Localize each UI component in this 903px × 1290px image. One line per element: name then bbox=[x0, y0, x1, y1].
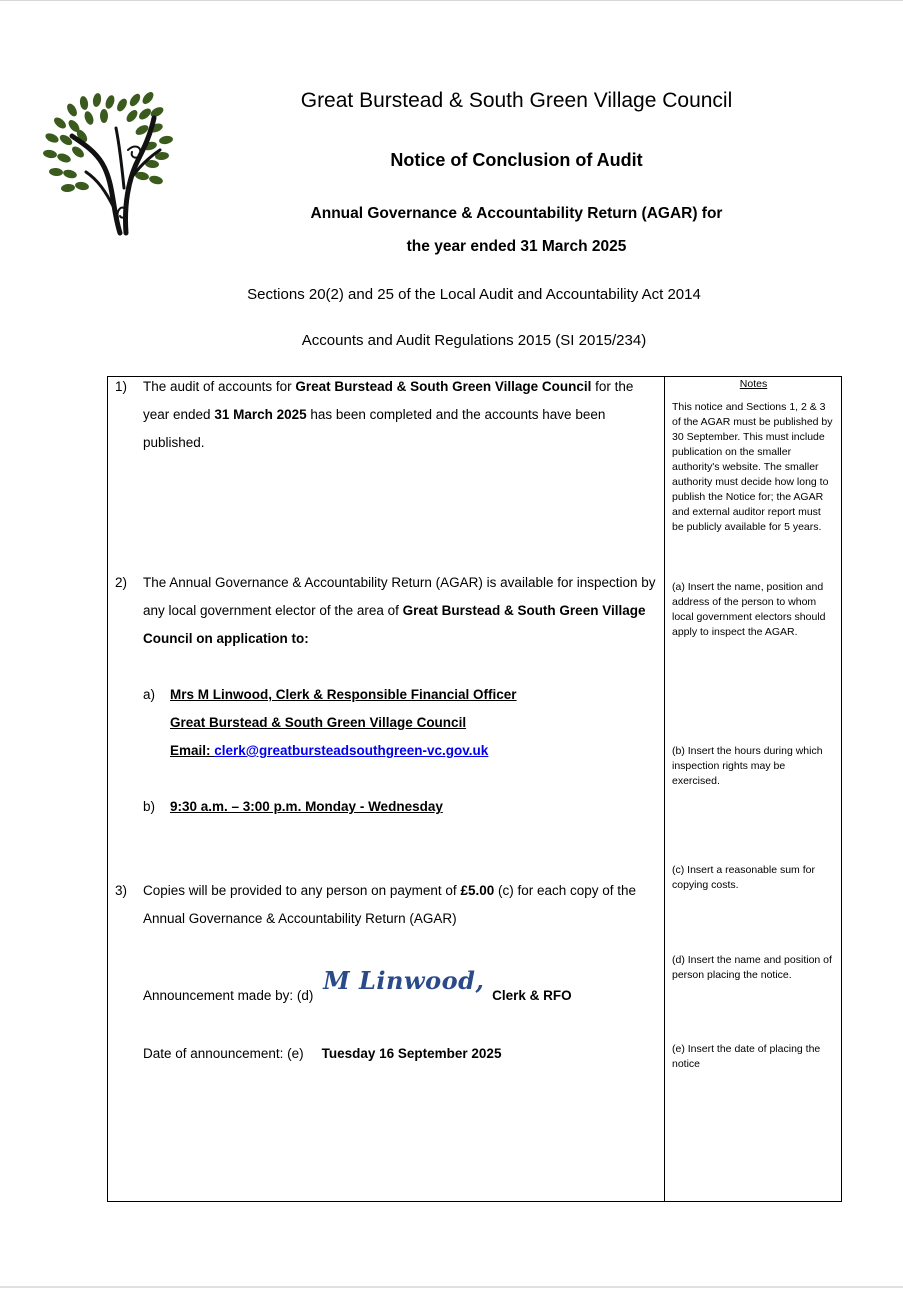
note-d: (d) Insert the name and position of person placing the notice. bbox=[672, 954, 832, 981]
section-3-text: Copies will be provided to any person on payment of £5.00 (c) for each copy of the Annual Governance & Accountability Return (AGAR) bbox=[143, 883, 637, 926]
page-bottom-edge bbox=[0, 1286, 903, 1288]
section-1-council-name: Great Burstead & South Green Village Council bbox=[295, 379, 592, 394]
notes-column-divider bbox=[664, 376, 665, 1202]
section-1-text: The audit of accounts for Great Burstead & South Green Village Council for the year ended 31 March 2025 has been completed and the accounts have been published. bbox=[143, 379, 634, 450]
notes-heading: Notes bbox=[739, 378, 768, 390]
clerk-email-link[interactable]: clerk@greatbursteadsouthgreen-vc.gov.uk bbox=[214, 743, 489, 758]
act-reference-line: Sections 20(2) and 25 of the Local Audit and Accountability Act 2014 bbox=[247, 286, 701, 303]
section-1-year-end: 31 March 2025 bbox=[214, 407, 307, 422]
item-a-label: a) bbox=[143, 687, 156, 702]
page-top-edge bbox=[0, 0, 903, 1]
announcement-date: Tuesday 16 September 2025 bbox=[321, 1046, 502, 1061]
note-a: (a) Insert the name, position and address of the person to whom local government electors should apply to inspect the AGAR. bbox=[672, 581, 826, 638]
section-2-council-name: Great Burstead & South Green Village Council on application to: bbox=[143, 603, 646, 646]
signatory-role: Clerk & RFO bbox=[492, 988, 572, 1003]
note-c: (c) Insert a reasonable sum for copying costs. bbox=[672, 864, 815, 891]
agar-title-line-1: Annual Governance & Accountability Return (AGAR) for bbox=[310, 205, 723, 222]
note-publication: This notice and Sections 1, 2 & 3 of the AGAR must be published by 30 September. This must include publication on the smaller authority's website. The smaller authority must decide how long to publish the Notice for; the AGAR and external auditor report must be publicly available for 5 years. bbox=[672, 401, 833, 533]
note-e: (e) Insert the date of placing the notice bbox=[672, 1043, 821, 1070]
section-1-number: 1) bbox=[115, 379, 128, 394]
copy-fee: £5.00 bbox=[460, 883, 495, 898]
council-name-heading: Great Burstead & South Green Village Council bbox=[300, 89, 733, 112]
contact-council-line: Great Burstead & South Green Village Council bbox=[170, 715, 467, 730]
announcement-made-by: Announcement made by: (d) M Linwood, Clerk & RFO bbox=[143, 966, 572, 1003]
contact-name-line: Mrs M Linwood, Clerk & Responsible Financial Officer bbox=[170, 687, 517, 702]
contact-email-line: Email: clerk@greatbursteadsouthgreen-vc.gov.uk bbox=[170, 743, 489, 758]
section-2-text: The Annual Governance & Accountability Return (AGAR) is available for inspection by any local government elector of the area of Great Burstead & South Green Village Council on application to: bbox=[143, 575, 656, 646]
note-b: (b) Insert the hours during which inspection rights may be exercised. bbox=[672, 745, 823, 787]
inspection-hours: 9:30 a.m. – 3:00 p.m. Monday - Wednesday bbox=[170, 799, 443, 814]
regulations-reference-line: Accounts and Audit Regulations 2015 (SI 2015/234) bbox=[301, 332, 647, 349]
item-b-label: b) bbox=[143, 799, 156, 814]
announcement-date-line: Date of announcement: (e) Tuesday 16 September 2025 bbox=[143, 1046, 502, 1061]
section-3-number: 3) bbox=[115, 883, 128, 898]
clerk-signature: M Linwood, bbox=[323, 966, 485, 995]
section-2-number: 2) bbox=[115, 575, 128, 590]
notice-title: Notice of Conclusion of Audit bbox=[390, 150, 643, 170]
agar-title-line-2: the year ended 31 March 2025 bbox=[406, 238, 627, 255]
